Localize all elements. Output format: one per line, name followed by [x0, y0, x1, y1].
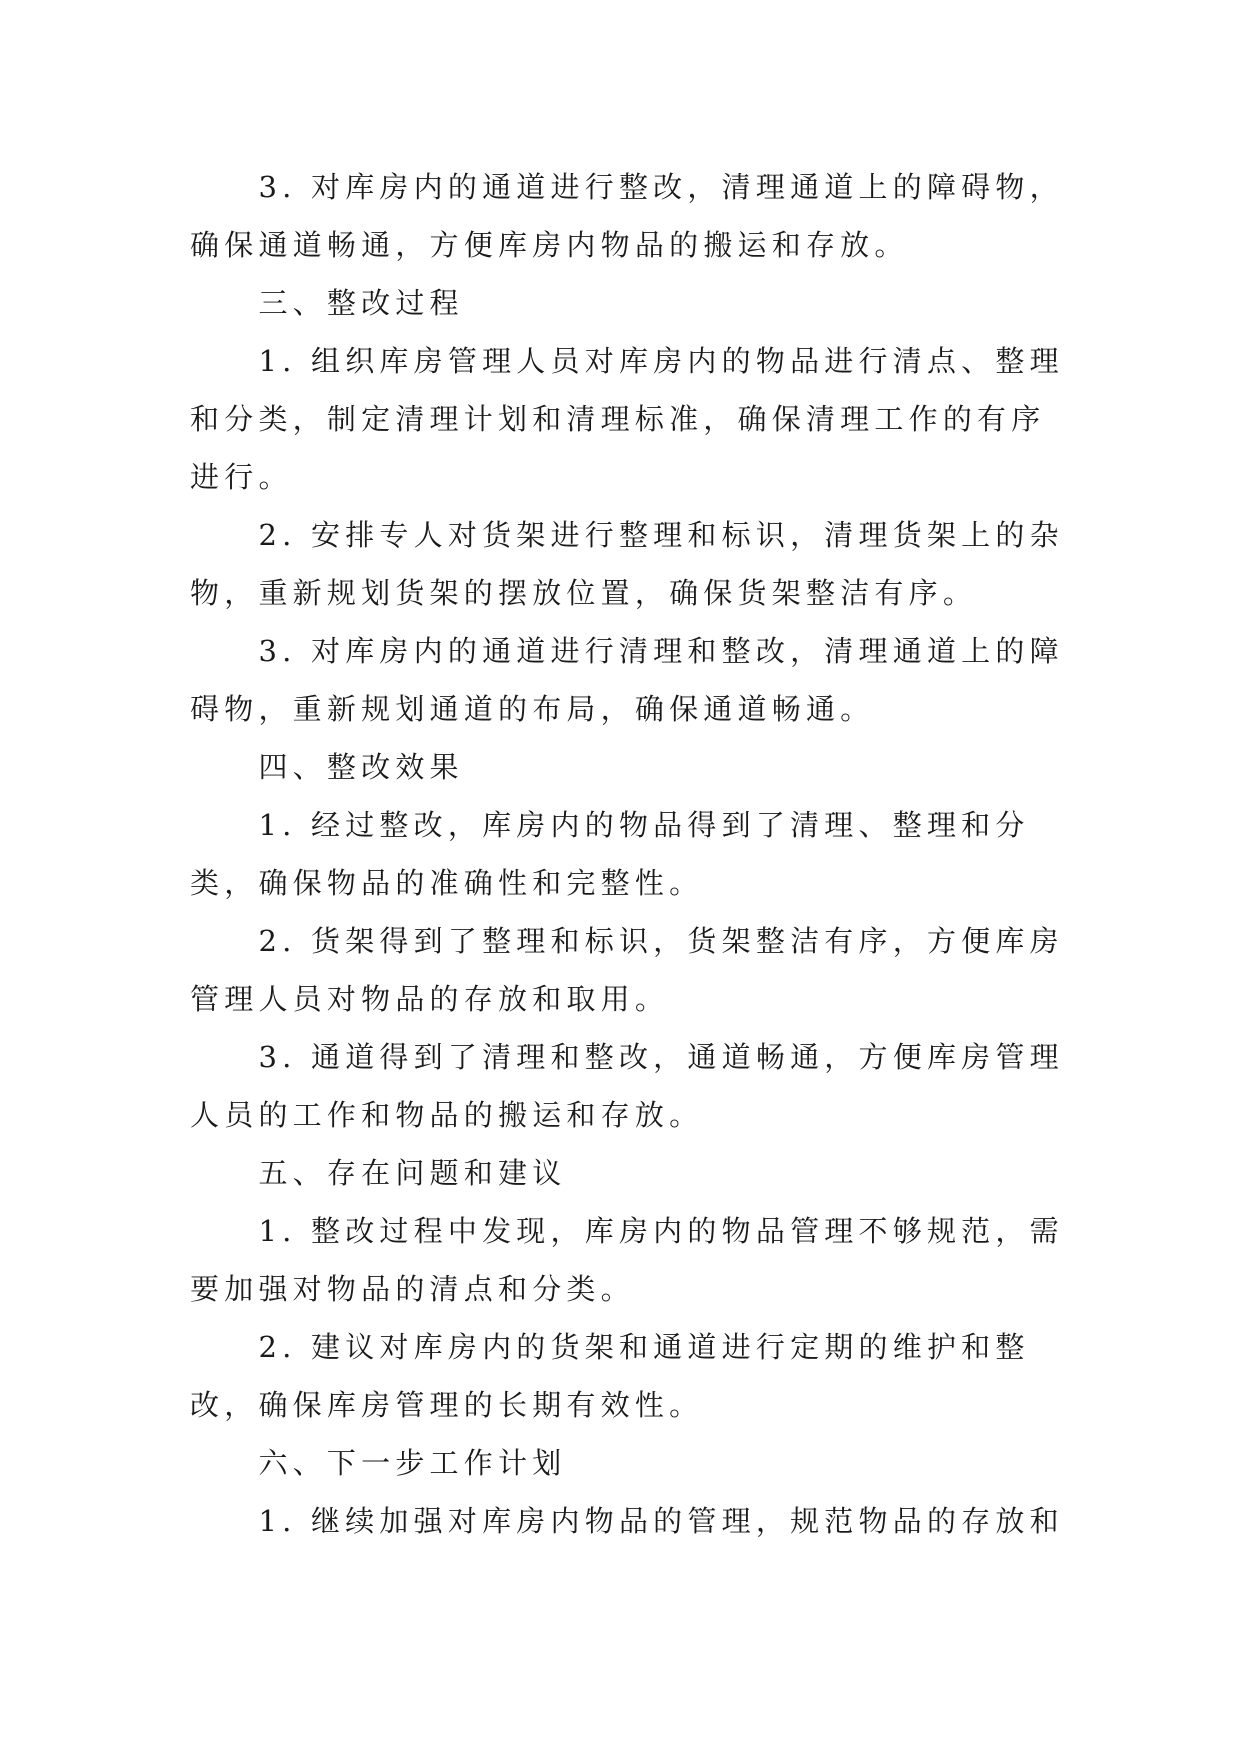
section-heading: 四、整改效果 [258, 750, 464, 784]
paragraph-item: 3. 通道得到了清理和整改，通道畅通，方便库房管理人员的工作和物品的搬运和存放。 [190, 1040, 1064, 1132]
paragraph-item: 1. 整改过程中发现，库房内的物品管理不够规范，需要加强对物品的清点和分类。 [190, 1214, 1064, 1306]
paragraph-item: 1. 组织库房管理人员对库房内的物品进行清点、整理和分类，制定清理计划和清理标准，确保清理工作的有序进行。 [190, 344, 1064, 494]
paragraph-item: 3. 对库房内的通道进行清理和整改，清理通道上的障碍物，重新规划通道的布局，确保通道畅通。 [190, 634, 1064, 726]
paragraph-item: 2. 安排专人对货架进行整理和标识，清理货架上的杂物，重新规划货架的摆放位置，确保货架整洁有序。 [190, 518, 1064, 610]
section-heading: 三、整改过程 [258, 286, 464, 320]
paragraph-item: 1. 继续加强对库房内物品的管理，规范物品的存放和 [258, 1504, 1064, 1538]
paragraph-item: 3. 对库房内的通道进行整改，清理通道上的障碍物，确保通道畅通，方便库房内物品的搬运和存放。 [190, 170, 1064, 262]
document-body [190, 158, 1070, 1550]
paragraph-item: 1. 经过整改，库房内的物品得到了清理、整理和分类，确保物品的准确性和完整性。 [190, 808, 1030, 900]
paragraph-item: 2. 建议对库房内的货架和通道进行定期的维护和整改，确保库房管理的长期有效性。 [190, 1330, 1030, 1422]
paragraph-item: 2. 货架得到了整理和标识，货架整洁有序，方便库房管理人员对物品的存放和取用。 [190, 924, 1064, 1016]
section-heading: 五、存在问题和建议 [258, 1156, 567, 1190]
section-heading: 六、下一步工作计划 [258, 1446, 567, 1480]
